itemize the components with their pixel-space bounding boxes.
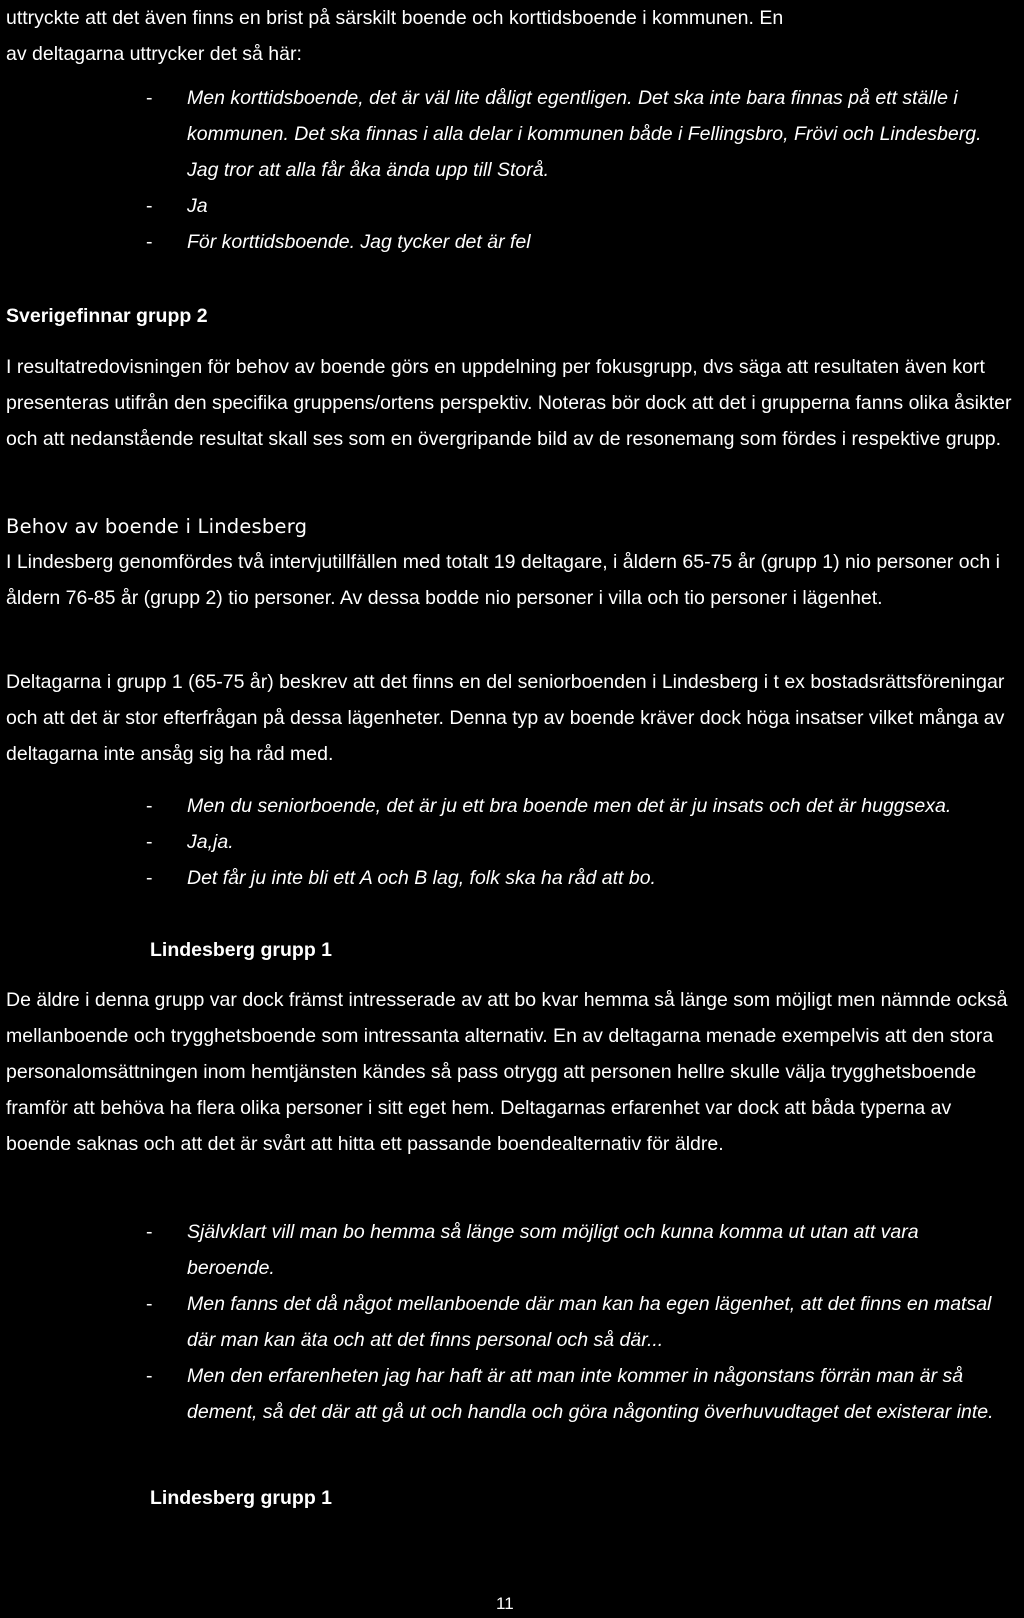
quote-item: - Men fanns det då något mellanboende där man kan ha egen lägenhet, att det finns en matsal där man kan äta och att det finns personal och så där... xyxy=(6,1286,1018,1358)
quote-item: - Ja,ja. xyxy=(6,824,1018,860)
quote-list-2 xyxy=(6,788,1018,896)
intro-line-2: av deltagarna uttrycker det så här: xyxy=(6,43,302,65)
document-page xyxy=(6,0,1018,1618)
page-number: 11 xyxy=(496,1594,514,1613)
paragraph-lindesberg-participants: I Lindesberg genomfördes två intervjutillfällen med totalt 19 deltagare, i åldern 65-75 år (grupp 1) nio personer och i åldern 76-85 år (grupp 2) tio personer. Av dessa bodde nio personer i villa och tio personer i lägenhet. xyxy=(6,551,1000,609)
quote-list-1 xyxy=(6,80,1018,260)
quote-list-3 xyxy=(6,1214,1018,1430)
paragraph-grouping-note: I resultatredovisningen för behov av boende görs en uppdelning per fokusgrupp, dvs säga att resultaten även kort presenteras utifrån den specifika gruppens/ortens perspektiv. Noteras bör dock att det i grupperna fanns olika åsikter och att nedanstående resultat skall ses som en övergripande bild av de resonemang som fördes i respektive grupp. xyxy=(6,356,1012,450)
quote-source-1: Sverigefinnar grupp 2 xyxy=(6,305,208,327)
quote-item: - Men korttidsboende, det är väl lite dåligt egentligen. Det ska inte bara finnas på ett ställe i kommunen. Det ska finnas i alla delar i kommunen både i Fellingsbro, Frövi och Lindesberg. Jag tror att alla får åka ända upp till Storå. xyxy=(6,80,1018,188)
quote-source-2: Lindesberg grupp 1 xyxy=(150,939,333,961)
intro-line-1: uttryckte att det även finns en brist på särskilt boende och korttidsboende i kommunen. En xyxy=(6,7,784,29)
quote-item: - Ja xyxy=(6,188,1018,224)
quote-item: - Det får ju inte bli ett A och B lag, folk ska ha råd att bo. xyxy=(6,860,1018,896)
intro-paragraph xyxy=(6,0,1018,72)
quote-item: - Men du seniorboende, det är ju ett bra boende men det är ju insats och det är huggsexa. xyxy=(6,788,1018,824)
paragraph-group1-senior-housing: Deltagarna i grupp 1 (65-75 år) beskrev att det finns en del seniorboenden i Lindesberg i t ex bostadsrättsföreningar och att det är stor efterfrågan på dessa lägenheter. Denna typ av boende kräver dock höga insatser vilket många av deltagarna inte ansåg sig ha råd med. xyxy=(6,671,1005,765)
quote-item: - Självklart vill man bo hemma så länge som möjligt och kunna komma ut utan att vara beroende. xyxy=(6,1214,1018,1286)
quote-source-3: Lindesberg grupp 1 xyxy=(150,1487,333,1509)
quote-item: - Men den erfarenheten jag har haft är att man inte kommer in någonstans förrän man är så dement, så det där att gå ut och handla och göra någonting överhuvudtaget det existerar inte. xyxy=(6,1358,1018,1430)
section-heading: Behov av boende i Lindesberg xyxy=(6,515,308,538)
paragraph-staying-home: De äldre i denna grupp var dock främst intresserade av att bo kvar hemma så länge som möjligt men nämnde också mellanboende och trygghetsboende som intressanta alternativ. En av deltagarna menade exempelvis att den stora personalomsättningen inom hemtjänsten kändes så pass otrygg att personen hellre skulle välja trygghetsboende framför att behöva ha flera olika personer i sitt eget hem. Deltagarnas erfarenhet var dock att båda typerna av boende saknas och att det är svårt att hitta ett passande boendealternativ för äldre. xyxy=(6,989,1008,1155)
quote-item: - För korttidsboende. Jag tycker det är fel xyxy=(6,224,1018,260)
